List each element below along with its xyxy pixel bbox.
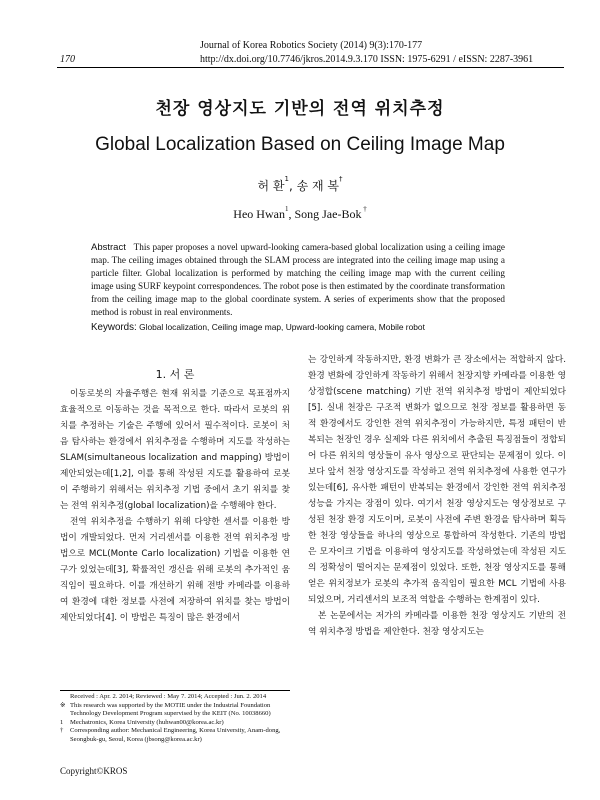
footnote-mark (60, 693, 70, 702)
abstract (91, 241, 505, 319)
doi-issn-line: http://dx.doi.org/10.7746/jkros.2014.9.3.170 ISSN: 1975-6291 / eISSN: 2287-3961 (200, 54, 534, 65)
paragraph: 전역 위치추정을 수행하기 위해 다양한 센서를 이용한 방법이 개발되었다. 먼저 거리센서를 이용한 전역 위치추정 방법으로 MCL(Monte Carlo localization) 기법을 이용한 연구가 있었는데[3], 확률적인 갱신을 위해 로봇의 추가적인 움직임이 필요하다. 이를 개선하기 위해 전방 카메라를 이용하여 환경에 대한 정보를 사전에 저장하여 위치를 찾는 방법이 제안되었다[4]. 이 방법은 특징이 많은 환경에서 (60, 517, 290, 623)
footnote (60, 702, 292, 719)
abstract-label: Abstract (91, 242, 126, 253)
copyright-notice: Copyright©KROS (60, 766, 128, 776)
keywords-text: Global localization, Ceiling image map, Upward-looking camera, Mobile robot (139, 322, 425, 332)
footnote (60, 693, 292, 702)
author1-korean-affil: 1 (284, 175, 289, 183)
footnote-mark: † (60, 727, 64, 735)
body-left-column (60, 346, 290, 626)
authors-english (0, 207, 600, 222)
footnote-mark: 1 (60, 718, 64, 726)
author2-english-affil: † (361, 205, 367, 213)
title-korean: 천장 영상지도 기반의 전역 위치추정 (155, 99, 445, 119)
footnote-text: Mechatronics, Korea University (huhwan00@korea.ac.kr) (70, 718, 224, 726)
title-english: Global Localization Based on Ceiling Image Map (95, 134, 505, 155)
journal-citation: Journal of Korea Robotics Society (2014) 9(3):170-177 (200, 40, 423, 51)
footnote-text: Corresponding author: Mechanical Engineering, Korea University, Anam-dong, Seongbuk-gu, Seoul, Korea (jbsong@korea.ac.kr) (70, 727, 281, 743)
body-right-column (308, 352, 566, 640)
author1-english: Heo Hwan (233, 207, 285, 221)
abstract-text: This paper proposes a novel upward-looking camera-based global localization using a ceiling image map. The ceiling images obtained through the SLAM process are integrated into the ceiling image map using a particle filter. Global localization is performed by matching the ceiling image map with the current ceiling image using SURF keypoint correspondences. The robot pose is then estimated by the coordinate transformation from the ceiling image map to the global coordinate system. A series of experiments show that the proposed method is robust in real environments. (91, 242, 506, 317)
footnote-mark: ※ (60, 701, 66, 709)
authors-korean (0, 177, 600, 194)
footnote (60, 719, 292, 728)
page-number: 170 (60, 54, 75, 65)
author2-korean-affil: † (339, 175, 343, 183)
footnote-text: Received : Apr. 2. 2014; Reviewed : May 7. 2014; Accepted : Jun. 2. 2014 (70, 693, 267, 700)
footnote-rule (60, 690, 290, 691)
author1-english-affil: 1 (284, 205, 289, 213)
header-rule (57, 67, 564, 68)
paragraph: 이동로봇의 자율주행은 현재 위치를 기준으로 목표점까지 효율적으로 이동하는 것을 목적으로 한다. 따라서 로봇의 위치를 추정하는 기술은 주행에 있어서 필수적이다. 로봇이 처음 탐사하는 환경에서 위치추정을 수행하며 지도를 작성하는 SLAM(simultaneous localization and mapping) 방법이 제안되었는데[1,2], 이를 통해 작성된 지도를 활용하여 로봇이 주행하기 위해서는 위치추정 기법 중에서 초기 위치를 찾는 전역 위치추정(global localization)을 수행해야 한다. (60, 389, 290, 511)
footnotes (60, 693, 292, 745)
keywords-label: Keywords: (91, 322, 137, 333)
footnote-text: This research was supported by the MOTIE under the Industrial Foundation Technology Development Program supervised by the KEIT (No. 10038660) (70, 701, 271, 718)
author-separator: , (288, 207, 295, 221)
author1-korean: 허 환 (257, 179, 285, 193)
author2-korean: 송 재 복 (296, 179, 339, 193)
paragraph: 본 논문에서는 저가의 카메라를 이용한 천장 영상지도 기반의 전역 위치추정 방법을 제안한다. 천장 영상지도는 (308, 611, 566, 637)
journal-header (0, 0, 600, 80)
author-separator: , (288, 179, 297, 193)
paragraph: 는 강인하게 작동하지만, 환경 변화가 큰 장소에서는 적합하지 않다. 환경 변화에 강인하게 작동하기 위해서 천장지향 카메라를 이용한 영상정합(scene matching) 기반 전역 위치추정 방법이 제안되었다[5]. 실내 천장은 구조적 변화가 없으므로 천장 정보를 활용하면 동적 환경에서도 강인한 전역 위치추정이 가능하지만, 특정 패턴이 반복되는 천장인 경우 실제와 다른 위치에서 추출된 특징점들이 정합되어 다른 위치의 영상들이 유사 영상으로 판단되는 문제점이 있다. 이보다 앞서 천장 영상지도를 작성하고 전역 위치추정에 사용한 연구가 있는데[6], 유사한 패턴이 반복되는 환경에서 강인한 전역 위치추정 성능을 가지는 장점이 있다. 여기서 천장 영상지도는 영상정보로 구성된 천장 환경 지도이며, 로봇이 사전에 주변 환경을 탐사하며 획득한 천장 영상들을 하나의 영상으로 통합하여 작성한다. 기존의 방법은 모자이크 기법을 이용하여 영상지도를 작성하였는데 작성된 지도의 정확성이 떨어지는 문제점이 있었다. 또한, 천장 영상지도를 통해 얻은 위치정보가 로봇의 추가적 움직임이 필요한 MCL 기법에 사용되었으며, 거리센서의 보조적 역할을 수행하는 한계점이 있다. (308, 355, 566, 605)
section-heading: 1. 서 론 (155, 368, 195, 381)
author2-english: Song Jae-Bok (294, 207, 362, 221)
footnote (60, 727, 292, 744)
keywords (91, 322, 511, 333)
